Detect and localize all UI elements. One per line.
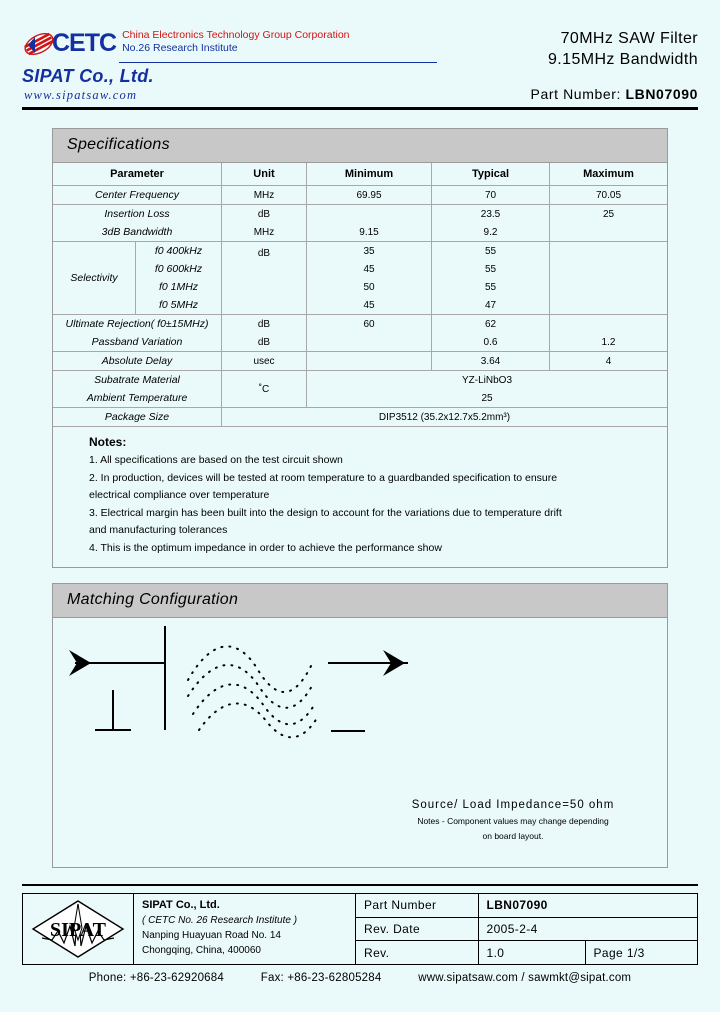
note-line: 3. Electrical margin has been built into the design to account for the variations due to temperature drift <box>89 506 562 519</box>
selectivity-offset: f0 400kHz <box>136 242 222 261</box>
row-parameter: 3dB Bandwidth <box>53 223 222 242</box>
footer-fax: Fax: +86-23-62805284 <box>260 972 382 984</box>
selectivity-minimum: 35 <box>307 242 432 261</box>
row-typical: 62 <box>432 315 550 334</box>
row-unit: usec <box>222 352 307 371</box>
selectivity-typical: 55 <box>432 260 550 278</box>
row-maximum: 1.2 <box>550 333 668 352</box>
table-header-row <box>53 163 667 186</box>
sipat-website[interactable]: www.sipatsaw.com <box>24 88 138 102</box>
product-title-line-1: 70MHz SAW Filter <box>560 30 698 47</box>
footer-row-rev-date <box>356 917 697 940</box>
row-parameter: Insertion Loss <box>53 205 222 224</box>
package-value: DIP3512 (35.2x12.7x5.2mm³) <box>222 408 668 427</box>
sipat-company-name: SIPAT Co., Ltd. <box>22 66 154 86</box>
selectivity-offset: f0 600kHz <box>136 260 222 278</box>
row-maximum: 4 <box>550 352 668 371</box>
selectivity-maximum <box>550 242 668 315</box>
table-row <box>53 186 667 205</box>
selectivity-minimum: 45 <box>307 260 432 278</box>
specifications-panel <box>52 128 668 568</box>
footer-part-number-label: Part Number <box>356 894 478 917</box>
column-header-unit: Unit <box>222 163 307 186</box>
table-row-ambient <box>53 389 667 408</box>
selectivity-offset: f0 1MHz <box>136 278 222 296</box>
row-unit: dB <box>222 205 307 224</box>
footer-company: SIPAT Co., Ltd. <box>142 899 220 911</box>
row-minimum <box>307 352 432 371</box>
row-unit: MHz <box>222 223 307 242</box>
column-header-typical: Typical <box>432 163 550 186</box>
matching-configuration-title: Matching Configuration <box>53 584 667 618</box>
selectivity-unit: dB <box>222 242 307 315</box>
footer-institute: ( CETC No. 26 Research Institute ) <box>142 915 298 926</box>
row-minimum <box>307 333 432 352</box>
notes-title: Notes: <box>89 435 127 449</box>
notes-section <box>53 427 667 567</box>
selectivity-typical: 55 <box>432 242 550 261</box>
substrate-value: YZ-LiNbO3 <box>307 371 668 390</box>
note-line: electrical compliance over temperature <box>89 489 270 501</box>
matching-diagram-body <box>53 618 667 864</box>
header-part-number-label: Part Number: <box>530 86 621 102</box>
footer-address-line-2: Chongqing, China, 400060 <box>142 945 261 956</box>
row-typical: 0.6 <box>432 333 550 352</box>
row-unit: ˚C <box>222 371 307 408</box>
table-row-substrate <box>53 371 667 390</box>
footer-rev-date-label: Rev. Date <box>356 917 478 940</box>
footer-address-block <box>134 894 356 964</box>
footer-rev-value: 1.0 <box>478 941 585 964</box>
row-maximum: 70.05 <box>550 186 668 205</box>
footer-revision-table <box>356 894 697 964</box>
footer-page-label: Page 1/3 <box>585 941 697 964</box>
header-divider <box>119 62 437 63</box>
svg-text:SIPAT: SIPAT <box>50 919 106 941</box>
matching-note-line-1: Notes - Component values may change depending <box>417 816 609 826</box>
row-minimum: 9.15 <box>307 223 432 242</box>
selectivity-minimum: 50 <box>307 278 432 296</box>
row-typical: 70 <box>432 186 550 205</box>
table-row <box>53 352 667 371</box>
row-parameter: Ultimate Rejection( f0±15MHz) <box>53 315 222 334</box>
row-maximum <box>550 223 668 242</box>
company-line-2: No.26 Research Institute <box>122 42 238 54</box>
selectivity-typical: 47 <box>432 296 550 315</box>
table-row-selectivity <box>53 242 667 261</box>
row-minimum: 69.95 <box>307 186 432 205</box>
specifications-table <box>53 163 667 427</box>
selectivity-minimum: 45 <box>307 296 432 315</box>
row-maximum <box>550 315 668 334</box>
row-minimum: 60 <box>307 315 432 334</box>
product-title-block <box>548 28 698 70</box>
row-unit: dB <box>222 333 307 352</box>
selectivity-offset: f0 5MHz <box>136 296 222 315</box>
product-title-line-2: 9.15MHz Bandwidth <box>548 51 698 68</box>
note-line: 1. All specifications are based on the test circuit shown <box>89 454 343 466</box>
cetc-logo-block <box>22 28 350 59</box>
row-unit: dB <box>222 315 307 334</box>
note-line: 4. This is the optimum impedance in order to achieve the performance show <box>89 541 442 554</box>
footer-rule <box>22 884 698 886</box>
row-parameter: Absolute Delay <box>53 352 222 371</box>
footer-address-line-1: Nanping Huayuan Road No. 14 <box>142 930 281 941</box>
footer-part-number-value: LBN07090 <box>478 894 697 917</box>
footer-row-rev <box>356 941 697 964</box>
row-typical: 3.64 <box>432 352 550 371</box>
footer-box <box>22 893 698 965</box>
impedance-label: Source/ Load Impedance=50 ohm <box>411 799 615 811</box>
note-line: and manufacturing tolerances <box>89 524 228 536</box>
row-typical: 9.2 <box>432 223 550 242</box>
table-row <box>53 223 667 242</box>
row-parameter: Center Frequency <box>53 186 222 205</box>
ambient-value: 25 <box>307 389 668 408</box>
column-header-parameter: Parameter <box>53 163 222 186</box>
row-parameter: Ambient Temperature <box>53 389 222 408</box>
footer-phone: Phone: +86-23-62920684 <box>88 972 224 984</box>
footer-web-email[interactable]: www.sipatsaw.com / sawmkt@sipat.com <box>418 972 632 984</box>
specifications-title: Specifications <box>53 129 667 163</box>
row-typical: 23.5 <box>432 205 550 224</box>
row-parameter: Package Size <box>53 408 222 427</box>
matching-note-line-2: on board layout. <box>482 831 544 841</box>
header-rule <box>22 107 698 110</box>
selectivity-typical: 55 <box>432 278 550 296</box>
row-parameter: Passband Variation <box>53 333 222 352</box>
note-line: 2. In production, devices will be tested at room temperature to a guardbanded specification to ensure <box>89 471 558 484</box>
row-unit: MHz <box>222 186 307 205</box>
table-row <box>53 205 667 224</box>
company-line-1: China Electronics Technology Group Corporation <box>122 29 350 41</box>
row-parameter: Subatrate Material <box>53 371 222 390</box>
row-minimum <box>307 205 432 224</box>
header-part-number-value: LBN07090 <box>625 86 698 102</box>
cetc-emblem-icon <box>22 29 56 59</box>
column-header-minimum: Minimum <box>307 163 432 186</box>
matching-configuration-panel <box>52 583 668 868</box>
header-part-number <box>531 86 698 102</box>
matching-circuit-diagram <box>53 618 667 798</box>
footer-contact-line <box>0 972 720 984</box>
selectivity-label: Selectivity <box>53 242 136 315</box>
footer-row-part-number <box>356 894 697 917</box>
cetc-wordmark: CETC <box>52 29 117 57</box>
table-row-package <box>53 408 667 427</box>
table-row <box>53 315 667 334</box>
column-header-maximum: Maximum <box>550 163 668 186</box>
footer-rev-date-value: 2005-2-4 <box>478 917 697 940</box>
page-header <box>0 0 720 108</box>
matching-annotations <box>383 796 643 844</box>
table-row <box>53 333 667 352</box>
footer-rev-label: Rev. <box>356 941 478 964</box>
row-maximum: 25 <box>550 205 668 224</box>
sipat-diamond-logo <box>23 894 134 964</box>
